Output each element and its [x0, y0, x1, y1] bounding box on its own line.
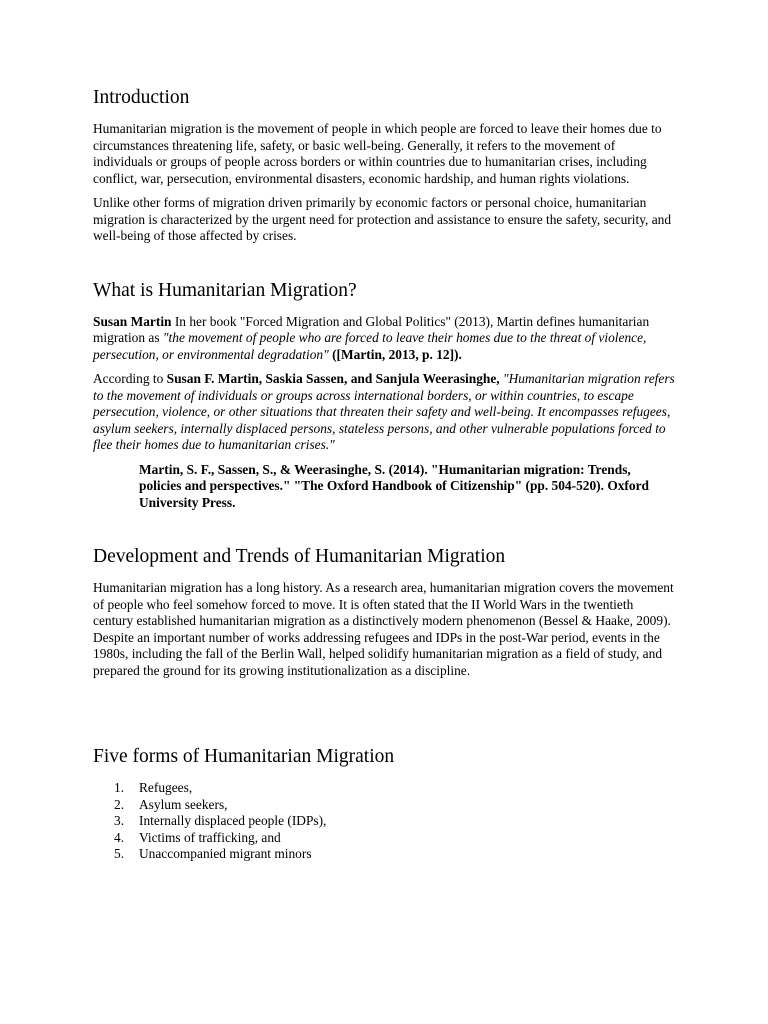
- citation-block: Martin, S. F., Sassen, S., & Weerasinghe, S. (2014). "Humanitarian migration: Trends, policies and perspectives." "The Oxford Handbook of Citizenship" (pp. 504-520). Oxford University Press.: [139, 461, 649, 510]
- martin-text: In her book "Forced Migration and Global Politics" (2013), Martin defines humanitarian migration as: [93, 313, 650, 345]
- martin-reference: ([Martin, 2013, p. 12]).: [328, 346, 462, 362]
- list-item-text: Unaccompanied migrant minors: [139, 846, 312, 861]
- list-item-text: Refugees,: [139, 780, 193, 795]
- list-item-text: Internally displaced people (IDPs),: [139, 813, 327, 828]
- heading-development: Development and Trends of Humanitarian Migration: [93, 546, 506, 567]
- list-number: 2.: [114, 796, 125, 812]
- intro-paragraph-1: Humanitarian migration is the movement of people in which people are forced to leave their homes due to circumstances threatening life, safety, or basic well-being. Generally, it refers to the movement of individuals or groups of people across borders or within countries due to humanitarian crises, including conflict, war, persecution, environmental disasters, economic hardship, and human rights violations.: [93, 121, 662, 186]
- martin-quote: "the movement of people who are forced to leave their homes due to the threat of violence, persecution, or environmental degradation": [93, 330, 647, 362]
- list-number: 4.: [114, 829, 125, 845]
- list-number: 1.: [114, 780, 125, 795]
- list-item: [93, 797, 675, 814]
- according-paragraph: [93, 371, 675, 454]
- list-number: 3.: [114, 813, 125, 828]
- list-item-text: Victims of trafficking, and: [139, 829, 281, 845]
- according-quote: "Humanitarian migration refers to the movement of individuals or groups across international borders, or within countries, to escape persecution, violence, or other situations that threaten their safety and well-being. It encompasses refugees, asylum seekers, internally displaced persons, stateless persons, and other vulnerable populations forced to flee their homes due to humanitarian crises.": [93, 371, 675, 452]
- document-page: [93, 86, 675, 863]
- list-item: [93, 846, 675, 863]
- according-lead: According to: [93, 371, 167, 386]
- heading-what-is: What is Humanitarian Migration?: [93, 279, 357, 301]
- five-forms-list: [93, 780, 675, 863]
- martin-author: Susan Martin: [93, 313, 172, 329]
- development-paragraph: Humanitarian migration has a long history. As a research area, humanitarian migration covers the movement of people who feel somehow forced to move. It is often stated that the II World Wars in the twentieth century established humanitarian migration as a distinctively modern phenomenon (Bessel & Haake, 2009). Despite an important number of works addressing refugees and IDPs in the post-War period, events in the 1980s, including the fall of the Berlin Wall, helped solidify humanitarian migration as a field of study, and prepared the ground for its growing institutionalization as a discipline.: [93, 580, 674, 678]
- list-item-text: Asylum seekers,: [139, 796, 228, 812]
- martin-definition-paragraph: [93, 314, 675, 364]
- intro-paragraph-2: Unlike other forms of migration driven primarily by economic factors or personal choice, humanitarian migration is characterized by the urgent need for protection and assistance to ensure the safety, security, and well-being of those affected by crises.: [93, 195, 672, 243]
- according-authors: Susan F. Martin, Saskia Sassen, and Sanjula Weerasinghe,: [166, 371, 500, 386]
- heading-five-forms: Five forms of Humanitarian Migration: [93, 746, 395, 767]
- list-item: [93, 780, 675, 797]
- list-number: 5.: [114, 846, 125, 861]
- heading-introduction: Introduction: [93, 87, 190, 108]
- list-item: [93, 813, 675, 830]
- list-item: [93, 830, 675, 847]
